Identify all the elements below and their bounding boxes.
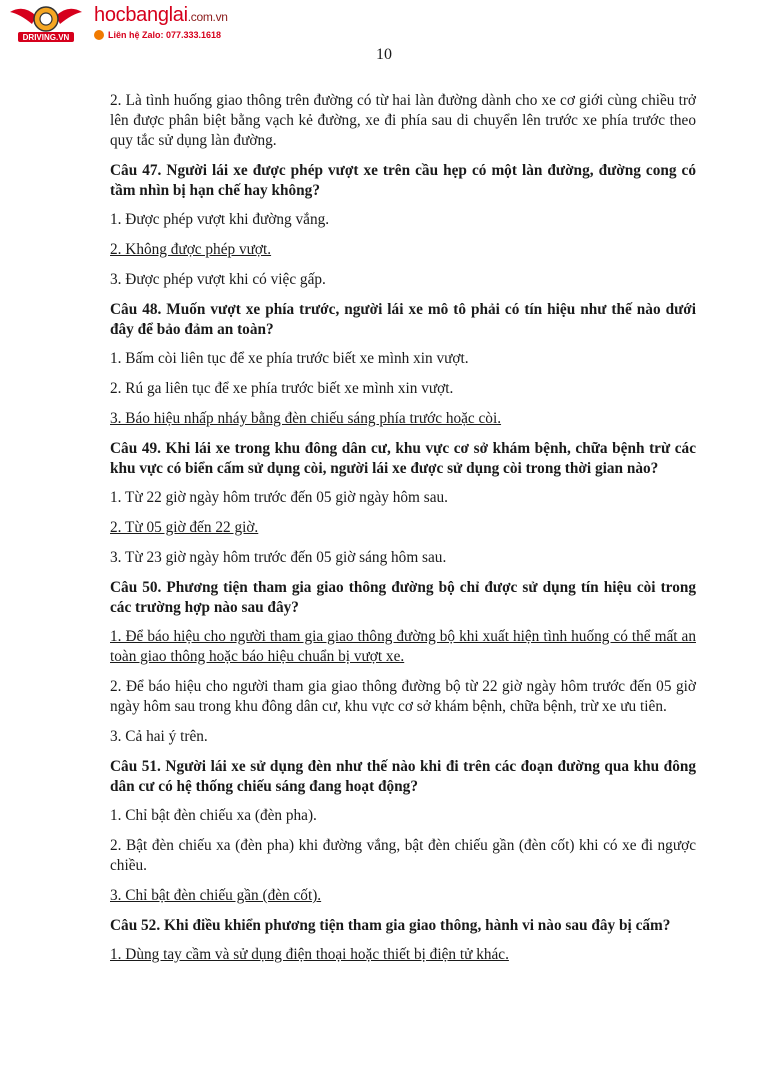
logo-text: DRIVING.VN [22, 33, 70, 42]
question-title: Câu 52. Khi điều khiển phương tiện tham gia giao thông, hành vi nào sau đây bị cấm? [110, 917, 671, 934]
page-number: 10 [376, 46, 392, 63]
correct-answer: 2. Không được phép vượt. [110, 241, 272, 258]
answer-option: 2. Rú ga liên tục để xe phía trước biết xe mình xin vượt. [110, 380, 454, 397]
question-title: Câu 49. Khi lái xe trong khu đông dân cư, khu vực cơ sở khám bệnh, chữa bệnh trừ các khu vực có biển cấm sử dụng còi, người lái xe được sử dụng còi trong thời gian nào? [110, 440, 696, 477]
correct-answer: 2. Từ 05 giờ đến 22 giờ. [110, 519, 259, 536]
answer-option: 1. Bấm còi liên tục để xe phía trước biết xe mình xin vượt. [110, 350, 469, 367]
question-title: Câu 47. Người lái xe được phép vượt xe trên cầu hẹp có một làn đường, đường cong có tầm nhìn bị hạn chế hay không? [110, 162, 696, 199]
intro-paragraph: 2. Là tình huống giao thông trên đường có từ hai làn đường dành cho xe cơ giới cùng chiều trở lên được phân biệt bằng vạch kẻ đường, xe đi phía sau di chuyển lên trước xe phía trước theo quy tắc sử dụng làn đường. [110, 92, 696, 149]
correct-answer: 3. Báo hiệu nhấp nháy bằng đèn chiếu sáng phía trước hoặc còi. [110, 410, 502, 427]
answer-option: 3. Từ 23 giờ ngày hôm trước đến 05 giờ sáng hôm sau. [110, 549, 447, 566]
question-title: Câu 50. Phương tiện tham gia giao thông đường bộ chỉ được sử dụng tín hiệu còi trong các trường hợp nào sau đây? [110, 579, 696, 616]
driving-logo-icon [6, 2, 86, 44]
answer-option: 2. Để báo hiệu cho người tham gia giao thông đường bộ từ 22 giờ ngày hôm trước đến 05 giờ ngày hôm sau trong khu đông dân cư, khu vực cơ sở khám bệnh, chữa bệnh, trừ xe ưu tiên. [110, 678, 696, 715]
correct-answer: 1. Để báo hiệu cho người tham gia giao thông đường bộ khi xuất hiện tình huống có thể mất an toàn giao thông hoặc báo hiệu chuẩn bị vượt xe. [110, 628, 696, 665]
answer-option: 1. Chỉ bật đèn chiếu xa (đèn pha). [110, 807, 317, 824]
site-name[interactable] [94, 4, 228, 27]
answer-option: 3. Cả hai ý trên. [110, 728, 208, 745]
correct-answer: 1. Dùng tay cầm và sử dụng điện thoại hoặc thiết bị điện tử khác. [110, 946, 509, 963]
question-list [110, 161, 696, 965]
contact-text: Liên hệ Zalo: 077.333.1618 [108, 30, 222, 40]
site-tld: .com.vn [187, 10, 228, 24]
document-body [110, 91, 696, 975]
answer-option: 2. Bật đèn chiếu xa (đèn pha) khi đường vắng, bật đèn chiếu gần (đèn cốt) khi có xe đi ngược chiều. [110, 837, 696, 874]
question-title: Câu 51. Người lái xe sử dụng đèn như thế nào khi đi trên các đoạn đường qua khu đông dân cư có hệ thống chiếu sáng đang hoạt động? [110, 758, 696, 795]
correct-answer: 3. Chỉ bật đèn chiếu gần (đèn cốt). [110, 887, 322, 904]
contact-line [94, 30, 221, 40]
phone-icon [94, 30, 104, 40]
answer-option: 3. Được phép vượt khi có việc gấp. [110, 271, 326, 288]
question-title: Câu 48. Muốn vượt xe phía trước, người lái xe mô tô phải có tín hiệu như thế nào dưới đây để bảo đảm an toàn? [110, 301, 696, 338]
answer-option: 1. Từ 22 giờ ngày hôm trước đến 05 giờ ngày hôm sau. [110, 489, 448, 506]
site-name-text: hocbanglai [94, 4, 188, 26]
site-header [6, 2, 256, 44]
answer-option: 1. Được phép vượt khi đường vắng. [110, 211, 330, 228]
